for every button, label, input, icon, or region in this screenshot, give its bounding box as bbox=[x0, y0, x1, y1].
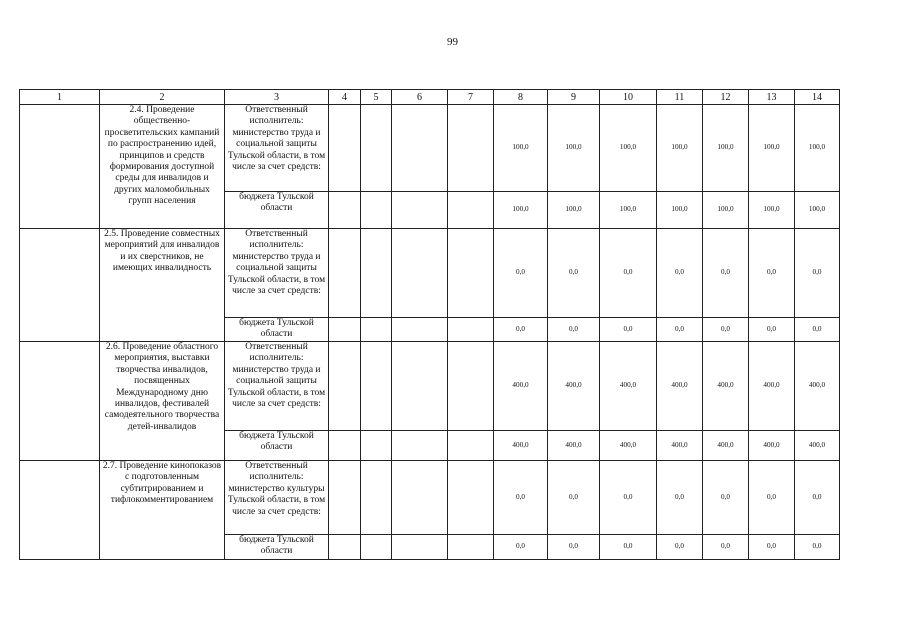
activity-name-cell: 2.6. Проведение областного мероприятия, выставки творчества инвалидов, посвященных Международному дню инвалидов, фестивалей самодеятельного творчества детей-инвалидов bbox=[100, 342, 225, 461]
empty-cell bbox=[448, 342, 494, 431]
value-cell: 0,0 bbox=[703, 461, 749, 535]
empty-cell bbox=[361, 431, 392, 461]
budget-source-cell: бюджета Тульской области bbox=[225, 431, 329, 461]
value-cell: 100,0 bbox=[657, 105, 703, 192]
executor-cell: Ответственный исполнитель: министерство труда и социальной защиты Тульской области, в том числе за счет средств: bbox=[225, 229, 329, 318]
column-number: 5 bbox=[361, 90, 392, 105]
value-cell: 100,0 bbox=[703, 192, 749, 229]
value-cell: 400,0 bbox=[795, 342, 840, 431]
value-cell: 0,0 bbox=[703, 318, 749, 342]
value-cell: 0,0 bbox=[703, 535, 749, 560]
empty-cell bbox=[392, 461, 448, 535]
empty-cell bbox=[361, 105, 392, 192]
activity-name-cell: 2.5. Проведение совместных мероприятий для инвалидов и их сверстников, не имеющих инвалидность bbox=[100, 229, 225, 342]
value-cell: 100,0 bbox=[795, 192, 840, 229]
empty-cell bbox=[329, 342, 361, 431]
empty-cell bbox=[448, 431, 494, 461]
column-number: 8 bbox=[494, 90, 548, 105]
value-cell: 400,0 bbox=[749, 342, 795, 431]
value-cell: 0,0 bbox=[494, 318, 548, 342]
empty-cell bbox=[392, 318, 448, 342]
value-cell: 0,0 bbox=[657, 461, 703, 535]
value-cell: 0,0 bbox=[795, 318, 840, 342]
empty-cell bbox=[448, 229, 494, 318]
value-cell: 100,0 bbox=[600, 192, 657, 229]
value-cell: 100,0 bbox=[548, 192, 600, 229]
budget-source-cell: бюджета Тульской области bbox=[225, 192, 329, 229]
executor-row bbox=[20, 342, 840, 431]
value-cell: 0,0 bbox=[600, 535, 657, 560]
empty-cell bbox=[20, 342, 100, 461]
empty-cell bbox=[329, 318, 361, 342]
empty-cell bbox=[448, 318, 494, 342]
value-cell: 400,0 bbox=[703, 431, 749, 461]
value-cell: 400,0 bbox=[494, 431, 548, 461]
empty-cell bbox=[329, 105, 361, 192]
value-cell: 0,0 bbox=[749, 535, 795, 560]
value-cell: 0,0 bbox=[749, 461, 795, 535]
value-cell: 400,0 bbox=[494, 342, 548, 431]
value-cell: 400,0 bbox=[600, 431, 657, 461]
value-cell: 0,0 bbox=[548, 461, 600, 535]
activity-name-cell: 2.7. Проведение кинопоказов с подготовленным субтитрированием и тифлокомментированием bbox=[100, 461, 225, 560]
value-cell: 0,0 bbox=[795, 535, 840, 560]
executor-cell: Ответственный исполнитель: министерство труда и социальной защиты Тульской области, в том числе за счет средств: bbox=[225, 105, 329, 192]
empty-cell bbox=[361, 461, 392, 535]
empty-cell bbox=[329, 431, 361, 461]
value-cell: 0,0 bbox=[657, 535, 703, 560]
value-cell: 400,0 bbox=[548, 342, 600, 431]
value-cell: 400,0 bbox=[749, 431, 795, 461]
value-cell: 400,0 bbox=[703, 342, 749, 431]
value-cell: 400,0 bbox=[600, 342, 657, 431]
empty-cell bbox=[329, 535, 361, 560]
empty-cell bbox=[392, 192, 448, 229]
value-cell: 0,0 bbox=[494, 229, 548, 318]
column-number: 11 bbox=[657, 90, 703, 105]
value-cell: 100,0 bbox=[494, 105, 548, 192]
empty-cell bbox=[361, 342, 392, 431]
value-cell: 0,0 bbox=[795, 229, 840, 318]
value-cell: 100,0 bbox=[657, 192, 703, 229]
column-number: 1 bbox=[20, 90, 100, 105]
executor-cell: Ответственный исполнитель: министерство труда и социальной защиты Тульской области, в том числе за счет средств: bbox=[225, 342, 329, 431]
value-cell: 0,0 bbox=[548, 535, 600, 560]
empty-cell bbox=[20, 461, 100, 560]
value-cell: 0,0 bbox=[600, 229, 657, 318]
column-number-row bbox=[20, 90, 840, 105]
column-number: 4 bbox=[329, 90, 361, 105]
empty-cell bbox=[392, 342, 448, 431]
empty-cell bbox=[329, 229, 361, 318]
empty-cell bbox=[20, 105, 100, 229]
value-cell: 400,0 bbox=[657, 431, 703, 461]
value-cell: 0,0 bbox=[749, 318, 795, 342]
budget-source-cell: бюджета Тульской области bbox=[225, 318, 329, 342]
empty-cell bbox=[361, 318, 392, 342]
value-cell: 0,0 bbox=[749, 229, 795, 318]
value-cell: 0,0 bbox=[600, 318, 657, 342]
activity-name-cell: 2.4. Проведение общественно-просветительских кампаний по распространению идей, принципов и средств формирования доступной среды для инвалидов и других маломобильных групп населения bbox=[100, 105, 225, 229]
empty-cell bbox=[448, 105, 494, 192]
executor-row bbox=[20, 229, 840, 318]
value-cell: 0,0 bbox=[548, 229, 600, 318]
empty-cell bbox=[329, 461, 361, 535]
column-number: 2 bbox=[100, 90, 225, 105]
column-number: 13 bbox=[749, 90, 795, 105]
value-cell: 100,0 bbox=[494, 192, 548, 229]
value-cell: 0,0 bbox=[657, 318, 703, 342]
value-cell: 100,0 bbox=[749, 192, 795, 229]
value-cell: 0,0 bbox=[494, 535, 548, 560]
value-cell: 0,0 bbox=[494, 461, 548, 535]
empty-cell bbox=[361, 229, 392, 318]
empty-cell bbox=[20, 229, 100, 342]
value-cell: 100,0 bbox=[795, 105, 840, 192]
executor-row bbox=[20, 105, 840, 192]
executor-cell: Ответственный исполнитель: министерство культуры Тульской области, в том числе за счет средств: bbox=[225, 461, 329, 535]
column-number: 3 bbox=[225, 90, 329, 105]
column-number: 12 bbox=[703, 90, 749, 105]
empty-cell bbox=[361, 535, 392, 560]
empty-cell bbox=[448, 192, 494, 229]
empty-cell bbox=[392, 431, 448, 461]
value-cell: 0,0 bbox=[703, 229, 749, 318]
value-cell: 0,0 bbox=[795, 461, 840, 535]
executor-row bbox=[20, 461, 840, 535]
value-cell: 400,0 bbox=[657, 342, 703, 431]
column-number: 7 bbox=[448, 90, 494, 105]
program-table bbox=[19, 89, 840, 560]
empty-cell bbox=[392, 535, 448, 560]
value-cell: 0,0 bbox=[657, 229, 703, 318]
empty-cell bbox=[392, 105, 448, 192]
value-cell: 0,0 bbox=[600, 461, 657, 535]
empty-cell bbox=[448, 535, 494, 560]
column-number: 14 bbox=[795, 90, 840, 105]
column-number: 10 bbox=[600, 90, 657, 105]
value-cell: 400,0 bbox=[548, 431, 600, 461]
budget-source-cell: бюджета Тульской области bbox=[225, 535, 329, 560]
column-number: 6 bbox=[392, 90, 448, 105]
empty-cell bbox=[361, 192, 392, 229]
value-cell: 100,0 bbox=[548, 105, 600, 192]
empty-cell bbox=[329, 192, 361, 229]
value-cell: 100,0 bbox=[703, 105, 749, 192]
empty-cell bbox=[448, 461, 494, 535]
empty-cell bbox=[392, 229, 448, 318]
page-number: 99 bbox=[447, 36, 458, 48]
value-cell: 0,0 bbox=[548, 318, 600, 342]
value-cell: 100,0 bbox=[749, 105, 795, 192]
value-cell: 400,0 bbox=[795, 431, 840, 461]
column-number: 9 bbox=[548, 90, 600, 105]
value-cell: 100,0 bbox=[600, 105, 657, 192]
